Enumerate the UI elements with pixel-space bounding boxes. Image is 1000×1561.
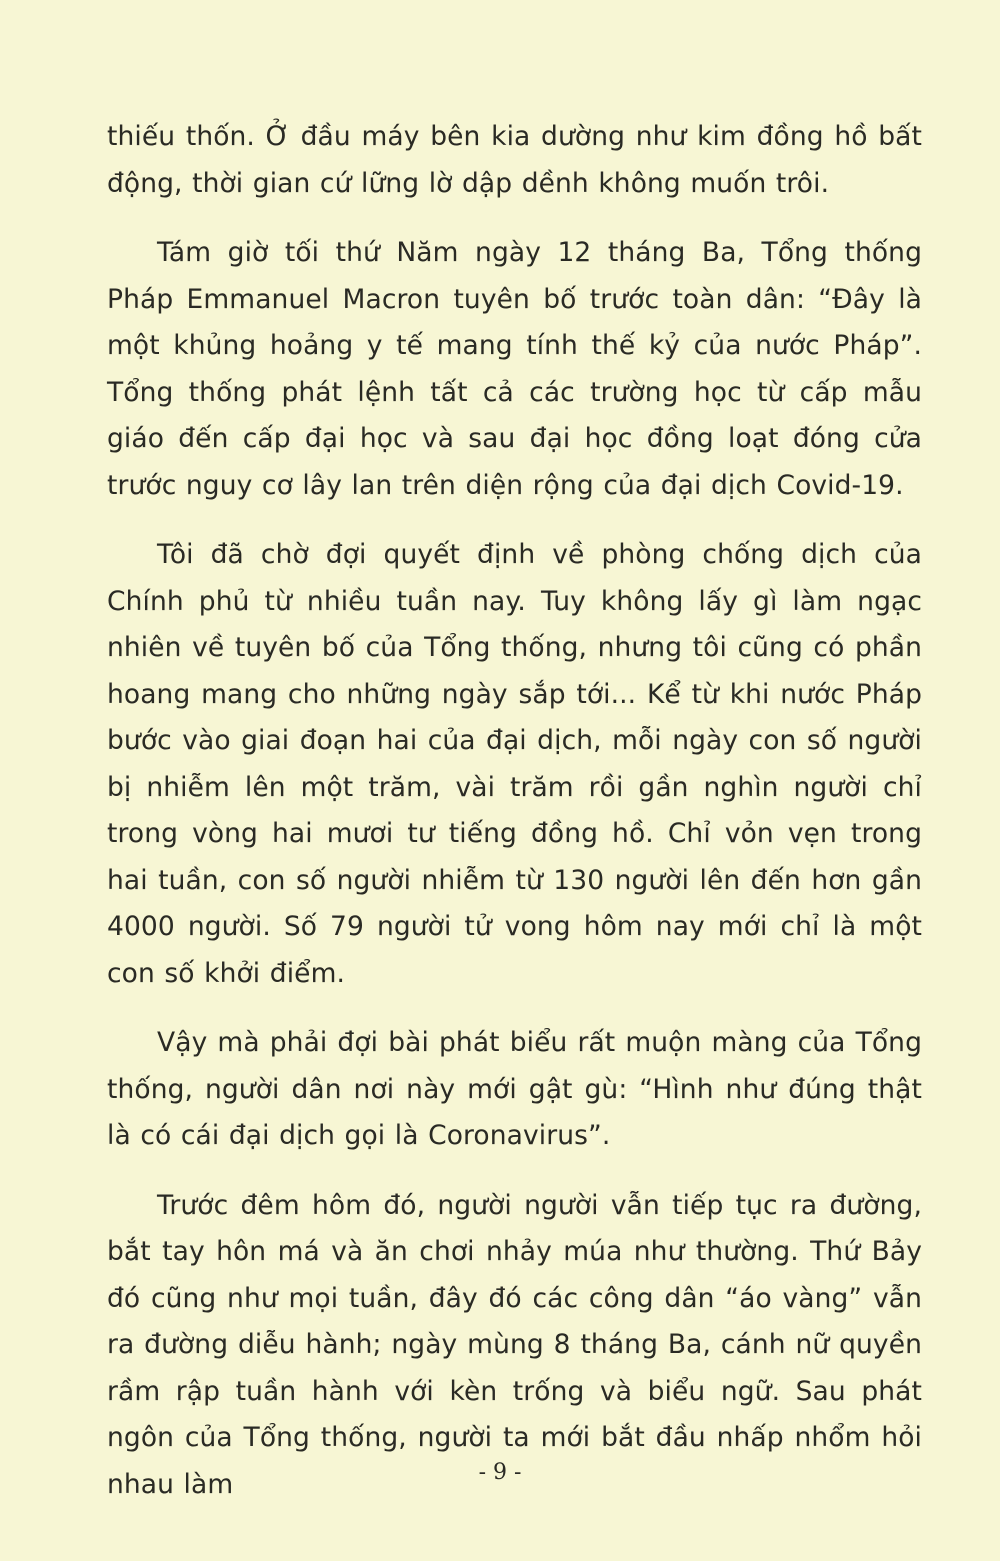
- paragraph-4: Vậy mà phải đợi bài phát biểu rất muộn màng của Tổng thống, người dân nơi này mới gật gù: “Hình như đúng thật là có cái đại dịch gọi là Coronavirus”.: [107, 1027, 922, 1151]
- page-number: - 9 -: [478, 1460, 522, 1485]
- paragraph-2: Tám giờ tối thứ Năm ngày 12 tháng Ba, Tổng thống Pháp Emmanuel Macron tuyên bố trước toàn dân: “Đây là một khủng hoảng y tế mang tính thế kỷ của nước Pháp”. Tổng thống phát lệnh tất cả các trường học từ cấp mẫu giáo đến cấp đại học và sau đại học đồng loạt đóng cửa trước nguy cơ lây lan trên diện rộng của đại dịch Covid-19.: [107, 237, 922, 501]
- body-text: [107, 114, 922, 1531]
- paragraph-5: Trước đêm hôm đó, người người vẫn tiếp tục ra đường, bắt tay hôn má và ăn chơi nhảy múa như thường. Thứ Bảy đó cũng như mọi tuần, đây đó các công dân “áo vàng” vẫn ra đường diễu hành; ngày mùng 8 tháng Ba, cánh nữ quyền rầm rập tuần hành với kèn trống và biểu ngữ. Sau phát ngôn của Tổng thống, người ta mới bắt đầu nhấp nhổm hỏi nhau làm: [107, 1189, 922, 1500]
- paragraph-3: Tôi đã chờ đợi quyết định về phòng chống dịch của Chính phủ từ nhiều tuần nay. Tuy không lấy gì làm ngạc nhiên về tuyên bố của Tổng thống, nhưng tôi cũng có phần hoang mang cho những ngày sắp tới... Kể từ khi nước Pháp bước vào giai đoạn hai của đại dịch, mỗi ngày con số người bị nhiễm lên một trăm, vài trăm rồi gần nghìn người chỉ trong vòng hai mươi tư tiếng đồng hồ. Chỉ vỏn vẹn trong hai tuần, con số người nhiễm từ 130 người lên đến hơn gần 4000 người. Số 79 người tử vong hôm nay mới chỉ là một con số khởi điểm.: [107, 539, 922, 989]
- paragraph-1: thiếu thốn. Ở đầu máy bên kia dường như kim đồng hồ bất động, thời gian cứ lững lờ dập dềnh không muốn trôi.: [107, 121, 922, 199]
